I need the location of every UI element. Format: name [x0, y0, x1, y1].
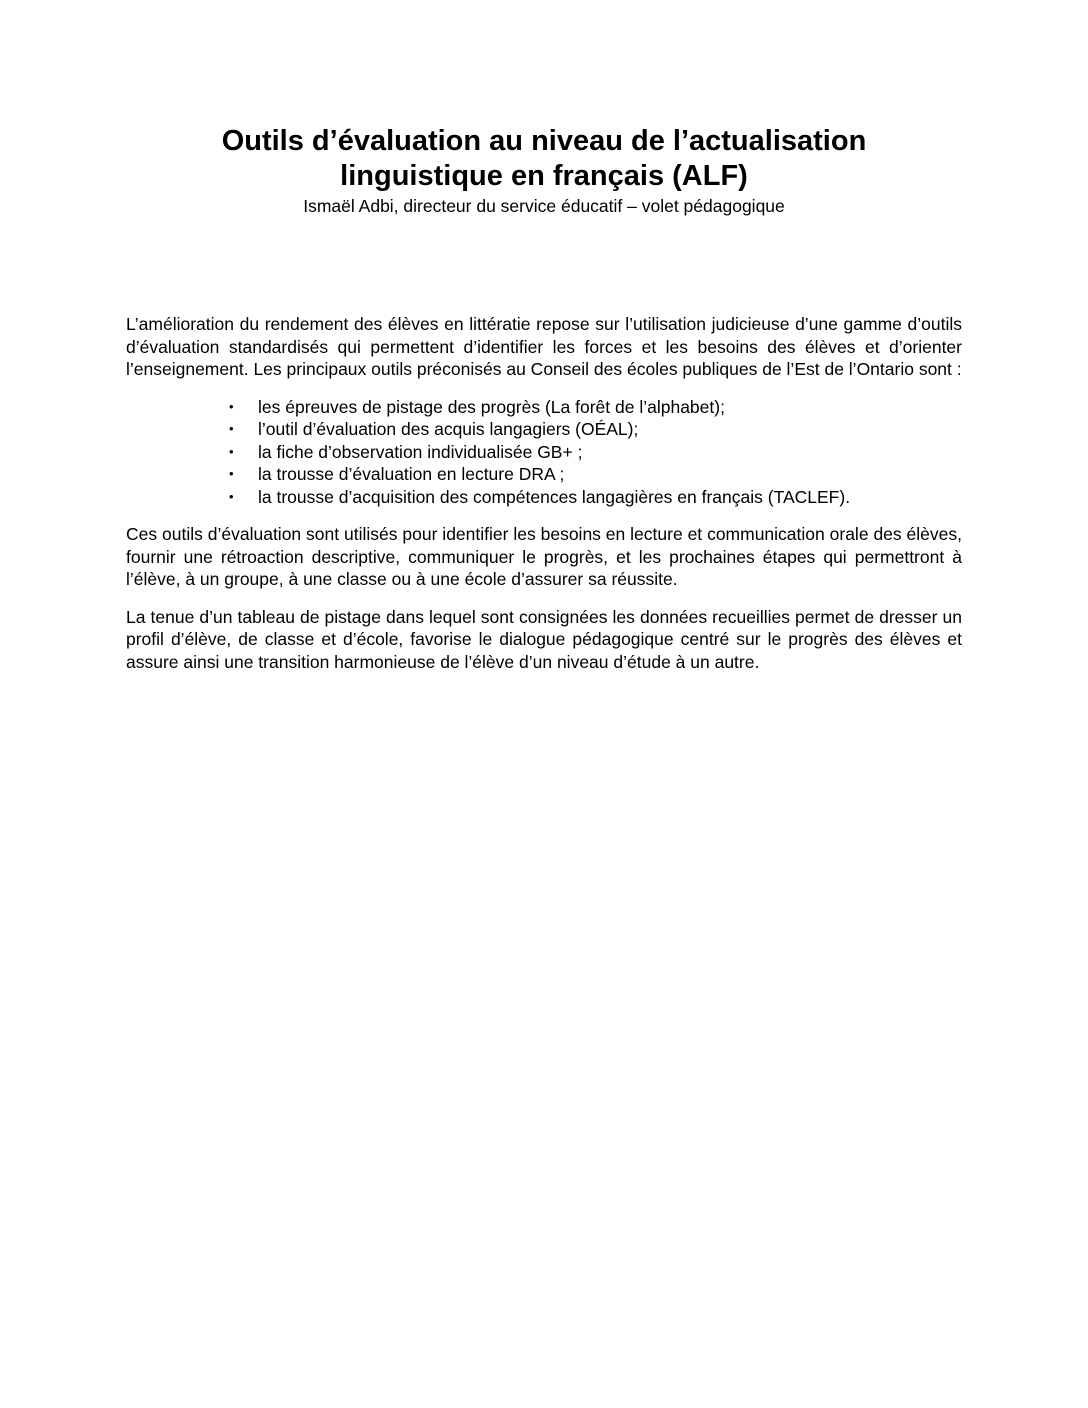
list-item-text: l’outil d’évaluation des acquis langagiers (OÉAL); [258, 419, 639, 439]
tools-list [126, 396, 962, 509]
bullet-icon: • [229, 398, 234, 414]
bullet-icon: • [229, 466, 234, 481]
paragraph-3: La tenue d’un tableau de pistage dans lequel sont consignées les données recueillies permet de dresser un profil d’élève, de classe et d’école, favorise le dialogue pédagogique centré sur le progrès des élèves et assure ainsi une transition harmonieuse de l’élève d’un niveau d’étude à un autre. [126, 606, 962, 672]
list-item [126, 396, 962, 419]
list-item-text: la trousse d’évaluation en lecture DRA ; [258, 464, 565, 484]
list-item [126, 486, 962, 509]
list-item [126, 418, 962, 441]
document-title-line-2: linguistique en français (ALF) [340, 160, 748, 192]
list-item-text: la trousse d’acquisition des compétences langagières en français (TACLEF). [258, 486, 851, 507]
intro-paragraph: L’amélioration du rendement des élèves en littératie repose sur l’utilisation judicieuse d’une gamme d’outils d’évaluation standardisés qui permettent d’identifier les forces et les besoins des élèves et d’orienter l’enseignement. Les principaux outils préconisés au Conseil des écoles publiques de l’Est de l’Ontario sont : [126, 314, 962, 379]
list-item [126, 441, 962, 464]
list-item-text: les épreuves de pistage des progrès (La forêt de l’alphabet); [258, 396, 725, 417]
bullet-icon: • [229, 421, 234, 436]
list-item-text: la fiche d’observation individualisée GB+ ; [258, 441, 583, 462]
document-body [126, 313, 962, 688]
document-author: Ismaël Adbi, directeur du service éducatif – volet pédagogique [303, 196, 785, 216]
paragraph-2: Ces outils d’évaluation sont utilisés pour identifier les besoins en lecture et communication orale des élèves, fournir une rétroaction descriptive, communiquer le progrès, et les prochaines étapes qui permettront à l’élève, à un groupe, à une classe ou à une école d’assurer sa réussite. [126, 524, 962, 589]
bullet-icon: • [229, 443, 234, 459]
document-title-line-1: Outils d’évaluation au niveau de l’actualisation [221, 125, 867, 157]
list-item [126, 463, 962, 486]
title-block [0, 124, 1088, 217]
bullet-icon: • [229, 488, 234, 504]
